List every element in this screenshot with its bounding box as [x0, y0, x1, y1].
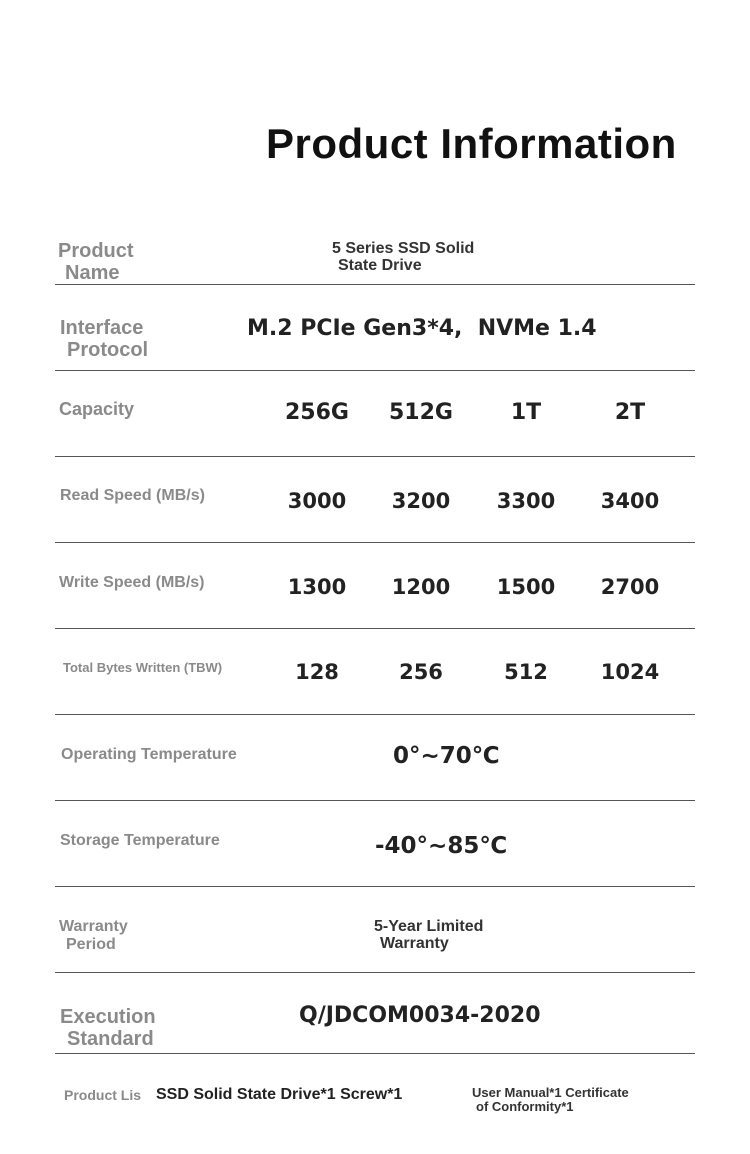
row-label-execution [60, 1006, 156, 1050]
write-speed-cell: 2700 [600, 575, 660, 599]
capacity-cell: 2T [614, 400, 646, 425]
row-divider [55, 628, 695, 629]
product-name-value [332, 241, 474, 275]
row-divider [55, 1053, 695, 1054]
warranty-value [374, 919, 483, 953]
label-line: Standard [67, 1028, 154, 1050]
write-speed-cell: 1300 [287, 575, 347, 599]
row-label-write-speed: Write Speed (MB/s) [59, 574, 205, 591]
write-speed-cell: 1200 [391, 575, 451, 599]
row-divider [55, 456, 695, 457]
read-speed-cell: 3200 [391, 489, 451, 513]
row-divider [55, 370, 695, 371]
value-line: User Manual*1 Certificate [472, 1085, 629, 1100]
row-label-operating-temp: Operating Temperature [61, 746, 237, 763]
row-divider [55, 542, 695, 543]
row-divider [55, 714, 695, 715]
tbw-cell: 256 [399, 660, 443, 684]
capacity-cell: 1T [510, 400, 542, 425]
label-line: Interface [60, 317, 144, 339]
label-line: Name [65, 262, 120, 284]
label-line: Product [58, 240, 134, 262]
row-label-read-speed: Read Speed (MB/s) [60, 487, 205, 504]
row-label-interface [60, 317, 148, 361]
row-label-product-name [58, 240, 134, 284]
label-line: Protocol [67, 339, 149, 361]
row-divider [55, 886, 695, 887]
row-divider [55, 800, 695, 801]
read-speed-cell: 3300 [496, 489, 556, 513]
read-speed-cell: 3000 [287, 489, 347, 513]
row-label-tbw: Total Bytes Written (TBW) [63, 660, 223, 675]
tbw-cell: 128 [295, 660, 339, 684]
row-label-storage-temp: Storage Temperature [60, 832, 220, 849]
product-list-extra [472, 1086, 629, 1113]
value-line: of Conformity*1 [476, 1098, 574, 1114]
execution-value: Q/JDCOM0034-2020 [299, 1003, 541, 1028]
row-divider [55, 284, 695, 285]
tbw-cell: 1024 [600, 660, 660, 684]
label-line: Period [66, 935, 116, 953]
page-title: Product Information [266, 120, 677, 167]
value-line: 5 Series SSD Solid [332, 240, 475, 257]
label-line: Execution [60, 1006, 156, 1028]
tbw-cell: 512 [504, 660, 548, 684]
operating-temp-value: 0°~70℃ [393, 743, 500, 769]
storage-temp-value: -40°~85℃ [375, 833, 508, 859]
read-speed-cell: 3400 [600, 489, 660, 513]
row-label-warranty [59, 918, 128, 953]
value-line: 5-Year Limited [374, 918, 484, 935]
value-line: Warranty [380, 934, 449, 952]
row-label-product-list: Product Lis [64, 1087, 142, 1103]
label-line: Warranty [59, 918, 128, 935]
capacity-cell: 512G [389, 400, 453, 425]
value-line: State Drive [338, 256, 422, 274]
row-label-capacity: Capacity [59, 399, 135, 419]
interface-value: M.2 PCIe Gen3*4, NVMe 1.4 [247, 316, 597, 341]
write-speed-cell: 1500 [496, 575, 556, 599]
capacity-cell: 256G [285, 400, 349, 425]
row-divider [55, 972, 695, 973]
product-list-value: SSD Solid State Drive*1 Screw*1 [156, 1086, 403, 1103]
